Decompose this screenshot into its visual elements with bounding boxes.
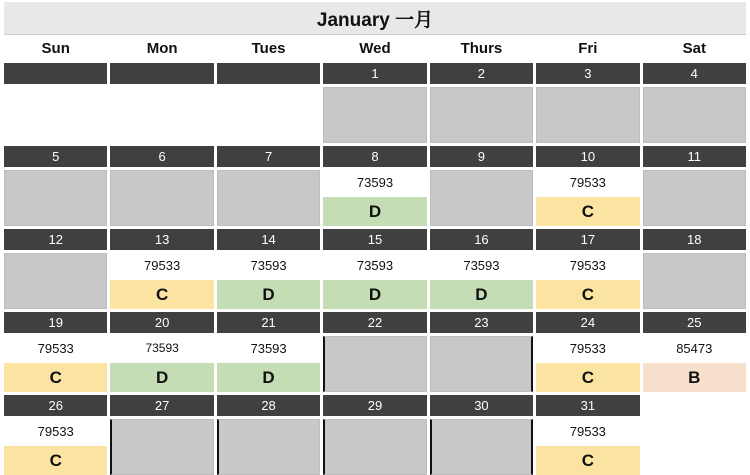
day-number: 19 (48, 315, 63, 330)
course-code: 79533 (4, 419, 107, 443)
day-number-cell (110, 229, 213, 250)
grade-badge: B (643, 363, 746, 392)
weekday-header-wed: Wed (359, 40, 391, 57)
grade-badge: C (4, 446, 107, 475)
day-number: 6 (158, 149, 166, 164)
grade-badge: D (110, 363, 213, 392)
weekday-header-mon: Mon (146, 40, 178, 57)
day-entry-cell[interactable] (536, 419, 639, 475)
day-number: 16 (474, 232, 489, 247)
grade-badge: C (110, 280, 213, 309)
day-number: 14 (261, 232, 276, 247)
day-number: 11 (687, 149, 702, 164)
course-code: 79533 (536, 253, 639, 277)
day-number: 12 (48, 232, 63, 247)
empty-day-cell (4, 87, 107, 143)
unavailable-day-cell[interactable] (643, 87, 746, 143)
grade-badge: C (536, 363, 639, 392)
day-number: 10 (580, 149, 596, 164)
grade-badge: C (536, 197, 639, 226)
day-number: 15 (367, 232, 383, 247)
weekday-header-tues: Tues (251, 40, 286, 57)
day-number-cell (323, 63, 426, 84)
day-number: 18 (687, 232, 702, 247)
grade-badge: C (4, 363, 107, 392)
day-number-cell (643, 229, 746, 250)
day-number-cell (536, 229, 639, 250)
unavailable-day-cell[interactable] (323, 87, 426, 143)
course-code: 79533 (110, 253, 213, 277)
day-number: 1 (371, 66, 379, 81)
day-number-cell (4, 229, 107, 250)
day-number: 25 (687, 315, 702, 330)
unavailable-day-cell[interactable] (323, 419, 426, 475)
calendar-grid (4, 37, 746, 470)
day-entry-cell[interactable] (217, 253, 320, 309)
day-number: 9 (477, 149, 486, 164)
day-number: 29 (367, 398, 383, 413)
day-number: 28 (261, 398, 276, 413)
course-code: 79533 (536, 170, 639, 194)
day-number-cell (536, 395, 639, 416)
day-number: 23 (474, 315, 489, 330)
day-number-cell (430, 312, 533, 333)
course-code: 73593 (323, 253, 426, 277)
day-number-cell (323, 146, 426, 167)
day-entry-cell[interactable] (643, 336, 746, 392)
course-code: 79533 (536, 419, 639, 443)
day-number: 7 (264, 149, 273, 164)
course-code: 73593 (323, 170, 426, 194)
empty-day-cell (643, 419, 746, 475)
unavailable-day-cell[interactable] (323, 336, 426, 392)
day-entry-cell[interactable] (110, 336, 213, 392)
day-number-cell (536, 312, 639, 333)
day-number: 8 (371, 149, 379, 164)
day-entry-cell[interactable] (110, 253, 213, 309)
day-number: 4 (690, 66, 698, 81)
empty-day-cell (110, 87, 213, 143)
empty-day-cell (217, 87, 320, 143)
day-number-cell (217, 229, 320, 250)
day-entry-cell[interactable] (4, 419, 107, 475)
day-number: 26 (48, 398, 63, 413)
unavailable-day-cell[interactable] (643, 170, 746, 226)
weekday-header-fri: Fri (578, 40, 598, 57)
day-number: 2 (477, 66, 486, 81)
day-number: 31 (580, 398, 596, 413)
day-entry-cell[interactable] (536, 336, 639, 392)
day-number: 5 (52, 149, 60, 164)
unavailable-day-cell[interactable] (110, 419, 213, 475)
grade-badge: D (323, 280, 426, 309)
day-entry-cell[interactable] (536, 253, 639, 309)
day-entry-cell[interactable] (323, 253, 426, 309)
day-number-cell (643, 146, 746, 167)
day-number-cell (110, 395, 213, 416)
day-entry-cell[interactable] (217, 336, 320, 392)
month-title: January 一月 (4, 2, 746, 35)
unavailable-day-cell[interactable] (536, 87, 639, 143)
day-number-cell (4, 146, 107, 167)
day-number-cell (430, 146, 533, 167)
unavailable-day-cell[interactable] (4, 170, 107, 226)
course-code: 73593 (217, 253, 320, 277)
grade-badge: C (536, 446, 639, 475)
day-entry-cell[interactable] (430, 253, 533, 309)
course-code: 73593 (217, 336, 320, 360)
unavailable-day-cell[interactable] (217, 170, 320, 226)
day-number: 17 (580, 232, 596, 247)
day-number: 3 (584, 66, 592, 81)
day-number-cell (643, 312, 746, 333)
day-number-cell (217, 395, 320, 416)
unavailable-day-cell[interactable] (110, 170, 213, 226)
unavailable-day-cell[interactable] (4, 253, 107, 309)
day-number-cell (217, 146, 320, 167)
grade-badge: D (323, 197, 426, 226)
course-code: 79533 (4, 336, 107, 360)
weekday-header-thurs: Thurs (460, 40, 503, 57)
course-code: 85473 (643, 336, 746, 360)
day-number-cell (217, 63, 320, 84)
day-number-cell (110, 312, 213, 333)
course-code: 73593 (110, 336, 213, 360)
day-number-cell (323, 229, 426, 250)
day-number-cell (217, 312, 320, 333)
day-number-cell (536, 63, 639, 84)
day-number-cell (4, 312, 107, 333)
day-number-cell (643, 63, 746, 84)
grade-badge: D (430, 280, 533, 309)
day-number: 27 (154, 398, 170, 413)
day-number-cell (430, 63, 533, 84)
day-number-cell (643, 395, 746, 416)
weekday-header-sun: Sun (41, 40, 70, 57)
day-number-cell (430, 229, 533, 250)
day-number: 13 (154, 232, 170, 247)
day-number-cell (4, 63, 107, 84)
course-code: 73593 (430, 253, 533, 277)
day-number: 22 (367, 315, 383, 330)
day-number-cell (4, 395, 107, 416)
day-number: 24 (580, 315, 596, 330)
grade-badge: C (536, 280, 639, 309)
day-number-cell (110, 63, 213, 84)
day-number: 30 (474, 398, 489, 413)
unavailable-day-cell[interactable] (430, 170, 533, 226)
day-entry-cell[interactable] (323, 170, 426, 226)
day-entry-cell[interactable] (536, 170, 639, 226)
day-number-cell (536, 146, 639, 167)
day-number-cell (323, 312, 426, 333)
unavailable-day-cell[interactable] (430, 419, 533, 475)
day-entry-cell[interactable] (4, 336, 107, 392)
weekday-header-sat: Sat (682, 40, 706, 57)
unavailable-day-cell[interactable] (430, 87, 533, 143)
unavailable-day-cell[interactable] (217, 419, 320, 475)
unavailable-day-cell[interactable] (430, 336, 533, 392)
grade-badge: D (217, 280, 320, 309)
day-number: 20 (154, 315, 170, 330)
course-code: 79533 (536, 336, 639, 360)
day-number-cell (430, 395, 533, 416)
day-number-cell (323, 395, 426, 416)
day-number-cell (110, 146, 213, 167)
grade-badge: D (217, 363, 320, 392)
unavailable-day-cell[interactable] (643, 253, 746, 309)
day-number: 21 (261, 315, 276, 330)
